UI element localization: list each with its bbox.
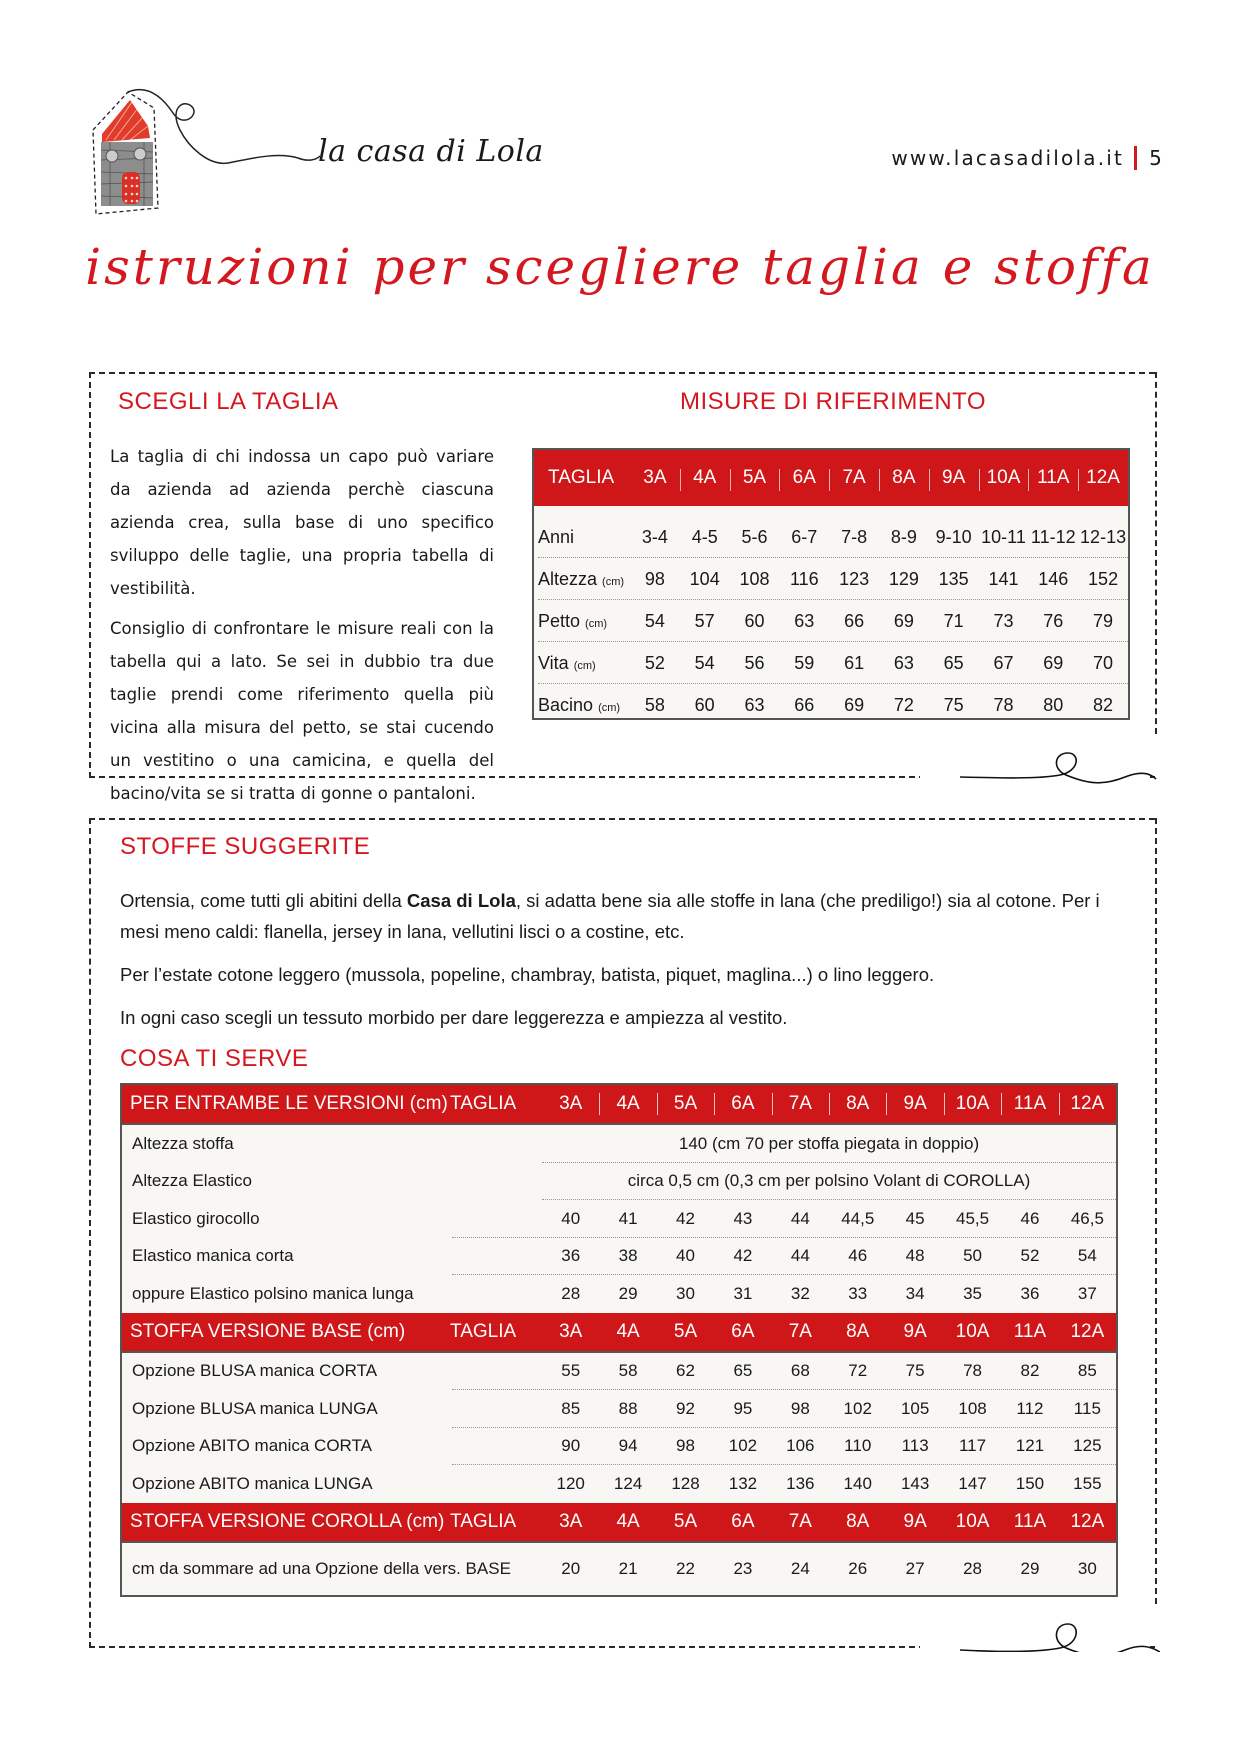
table-cell: 26 (848, 1558, 868, 1578)
table-cell: 45,5 (956, 1208, 990, 1228)
row-label: Anni (538, 526, 575, 547)
row-label: Altezza stoffa (132, 1133, 234, 1153)
table-cell: 155 (1073, 1473, 1102, 1493)
table-cell: 110 (844, 1436, 872, 1456)
row-label: Opzione BLUSA manica CORTA (132, 1361, 378, 1381)
thread-decoration-icon (920, 745, 1160, 805)
size-header: 9A (903, 1510, 927, 1532)
table-cell: 106 (786, 1436, 815, 1456)
table-cell: 6-7 (791, 526, 818, 547)
table-cell: 88 (618, 1398, 638, 1418)
table-cell: 65 (943, 652, 964, 673)
table-cell: 12-13 (1080, 526, 1127, 547)
taglia-header: TAGLIA (450, 1093, 517, 1114)
table-cell: 85 (561, 1398, 581, 1418)
row-label: Altezza (cm) (538, 568, 625, 589)
table-cell: 92 (676, 1398, 695, 1418)
table-cell: 32 (790, 1283, 810, 1303)
table-cell: 63 (893, 652, 914, 673)
size-header: 5A (657, 1093, 714, 1115)
table-cell: 21 (618, 1558, 638, 1578)
table-cell: 147 (958, 1473, 987, 1493)
table-cell: 23 (733, 1558, 753, 1578)
size-header: 7A (829, 467, 879, 489)
table-cell: 123 (839, 568, 870, 589)
row-label: Elastico manica corta (132, 1246, 294, 1266)
table-cell: 70 (1093, 652, 1114, 673)
group-title: PER ENTRAMBE LE VERSIONI (cm) (130, 1093, 448, 1114)
table-cell: 28 (561, 1283, 581, 1303)
table-cell: 135 (938, 568, 969, 589)
table-cell: 102 (843, 1398, 872, 1418)
table-cell: 31 (733, 1283, 753, 1303)
row-label: Opzione ABITO manica LUNGA (132, 1473, 373, 1493)
table-cell: 143 (900, 1473, 930, 1493)
table-cell: 20 (561, 1558, 581, 1578)
table-cell: 10-11 (981, 526, 1026, 547)
reference-table-row (534, 684, 1128, 726)
table-cell: 33 (848, 1283, 868, 1303)
table-cell: 82 (1020, 1361, 1040, 1381)
reference-table-body (534, 516, 1128, 726)
table-cell: 78 (963, 1361, 982, 1381)
taglia-header: TAGLIA (450, 1510, 517, 1532)
table-cell: 78 (993, 694, 1014, 715)
table-cell: 85 (1077, 1361, 1097, 1381)
thread-decoration-icon (920, 1592, 1160, 1652)
size-header: 9A (886, 1093, 943, 1115)
table-cell: 22 (676, 1558, 695, 1578)
table-cell: 29 (618, 1283, 638, 1303)
reference-table-row (534, 558, 1128, 600)
size-header: 10A (944, 1093, 1001, 1115)
table-cell: 42 (676, 1208, 695, 1228)
table-cell: 112 (1016, 1398, 1044, 1418)
table-cell: 36 (1020, 1283, 1040, 1303)
reference-table-row (534, 516, 1128, 558)
table-cell: 132 (728, 1473, 758, 1493)
table-cell: 27 (905, 1558, 925, 1578)
table-cell: 24 (790, 1558, 810, 1578)
table-cell: 98 (790, 1398, 810, 1418)
table-row (122, 1428, 1116, 1466)
table-row (122, 1275, 1116, 1313)
size-header: 8A (846, 1320, 870, 1342)
size-header: 3A (559, 1093, 583, 1114)
size-header: 4A (616, 1510, 640, 1532)
website-link[interactable]: www.lacasadilola.it (891, 146, 1125, 170)
table-cell: 54 (644, 610, 665, 631)
table-cell: 40 (676, 1246, 695, 1266)
table-cell: 94 (618, 1436, 638, 1456)
table-cell: 115 (1073, 1398, 1101, 1418)
table-cell: 34 (905, 1283, 925, 1303)
table-row (122, 1125, 1116, 1163)
table-cell: 11-12 (1030, 526, 1076, 547)
page-header-right (891, 146, 1164, 170)
table-cell: 75 (905, 1361, 925, 1381)
table-cell: 68 (790, 1361, 810, 1381)
table-cell: 60 (744, 610, 765, 631)
size-header: 10A (979, 467, 1029, 489)
unit-label: (cm) (573, 659, 596, 672)
table-cell: 75 (943, 694, 964, 715)
table-cell: 58 (644, 694, 665, 715)
table-cell: 56 (744, 652, 765, 673)
fabric-paragraph: Per l’estate cotone leggero (mussola, popeline, chambray, batista, piquet, maglina...) o lino leggero. (120, 964, 935, 985)
size-header: 5A (730, 467, 780, 489)
size-header: 6A (731, 1320, 755, 1342)
table-cell: 69 (893, 610, 914, 631)
row-label: Bacino (cm) (538, 694, 621, 715)
row-label: Altezza Elastico (132, 1171, 252, 1191)
table-row (122, 1238, 1116, 1276)
table-cell: 7-8 (841, 526, 868, 547)
table-cell: 116 (789, 568, 819, 589)
table-cell: 43 (733, 1208, 753, 1228)
table-cell: 124 (613, 1473, 643, 1493)
table-cell: 37 (1077, 1283, 1097, 1303)
fabric-paragraph: In ogni caso scegli un tessuto morbido per dare leggerezza e ampiezza al vestito. (120, 1007, 788, 1028)
fabric-section-text (120, 885, 1140, 1045)
table-cell: 57 (694, 610, 715, 631)
size-header: 5A (673, 1320, 698, 1342)
row-label: oppure Elastico polsino manica lunga (132, 1283, 414, 1303)
size-header: 12A (1070, 1320, 1105, 1342)
page-title: istruzioni per scegliere taglia e stoffa (85, 238, 1155, 296)
reference-table-header (534, 450, 1128, 506)
size-header: 6A (779, 467, 829, 489)
size-header: 5A (673, 1510, 698, 1532)
table-cell: 80 (1043, 694, 1064, 715)
table-cell: 46 (848, 1246, 868, 1266)
table-cell: 59 (794, 652, 815, 673)
unit-label: (cm) (602, 575, 625, 588)
table-cell: 3-4 (641, 526, 668, 547)
table-cell: 48 (905, 1246, 925, 1266)
table-cell: 136 (786, 1473, 815, 1493)
table-cell: 65 (733, 1361, 753, 1381)
table-cell: 71 (943, 610, 964, 631)
table-cell: 128 (671, 1473, 700, 1493)
row-label: Elastico girocollo (132, 1208, 260, 1228)
needs-section-heading: COSA TI SERVE (120, 1045, 309, 1072)
table-cell: 42 (733, 1246, 753, 1266)
group-title: STOFFA VERSIONE BASE (cm) (130, 1320, 406, 1342)
table-cell: 45 (905, 1208, 925, 1228)
reference-table-row (534, 600, 1128, 642)
size-header: 4A (599, 1093, 656, 1115)
size-header: 3A (559, 1320, 583, 1342)
table-cell: 30 (676, 1283, 695, 1303)
table-cell: 82 (1093, 694, 1114, 715)
size-header: 7A (772, 1093, 829, 1115)
spanning-cell: 140 (cm 70 per stoffa piegata in doppio) (678, 1133, 980, 1153)
table-cell: 28 (963, 1558, 982, 1578)
table-cell: 67 (993, 652, 1014, 673)
table-cell: 73 (993, 610, 1014, 631)
table-cell: 60 (694, 694, 715, 715)
spanning-cell: circa 0,5 cm (0,3 cm per polsino Volant di COROLLA) (627, 1171, 1031, 1191)
table-cell: 79 (1093, 610, 1114, 631)
size-header: 7A (788, 1320, 812, 1342)
table-cell: 38 (618, 1246, 638, 1266)
table-cell: 62 (676, 1361, 695, 1381)
size-header: 7A (788, 1510, 812, 1532)
size-header: 3A (643, 467, 667, 488)
table-cell: 8-9 (890, 526, 917, 547)
table-cell: 66 (844, 610, 865, 631)
size-header: 4A (680, 467, 730, 489)
size-header: 4A (616, 1320, 640, 1342)
table-cell: 41 (618, 1208, 638, 1228)
size-header: 6A (731, 1510, 755, 1532)
table-cell: 54 (1077, 1246, 1097, 1266)
row-label: Opzione BLUSA manica LUNGA (132, 1398, 378, 1418)
size-header: 11A (1028, 467, 1078, 489)
size-header: 9A (929, 467, 979, 489)
reference-table-heading: MISURE DI RIFERIMENTO (680, 388, 987, 415)
row-label: Vita (cm) (538, 652, 596, 673)
table-cell: 125 (1073, 1436, 1102, 1456)
table-cell: 120 (556, 1473, 585, 1493)
table-cell: 66 (794, 694, 815, 715)
table-cell: 63 (794, 610, 815, 631)
table-cell: 69 (1043, 652, 1064, 673)
size-header: 9A (903, 1320, 927, 1342)
table-row (122, 1465, 1116, 1503)
table-cell: 98 (644, 568, 665, 589)
table-cell: 4-5 (691, 526, 718, 547)
group-header (122, 1085, 1116, 1125)
unit-label: (cm) (585, 617, 608, 630)
size-header: 11A (1013, 1320, 1047, 1342)
table-cell: 140 (843, 1473, 872, 1493)
table-cell: 44 (790, 1208, 810, 1228)
brand-name: la casa di Lola (318, 134, 544, 169)
table-cell: 46 (1020, 1208, 1040, 1228)
row-label: cm da sommare ad una Opzione della vers. BASE (132, 1558, 511, 1578)
table-cell: 76 (1043, 610, 1064, 631)
size-header: 3A (559, 1510, 583, 1532)
table-cell: 72 (893, 694, 914, 715)
table-cell: 46,5 (1070, 1208, 1104, 1228)
table-row (122, 1543, 1116, 1595)
table-cell: 50 (963, 1246, 982, 1266)
table-cell: 9-10 (935, 526, 972, 547)
reference-measurements-table (532, 448, 1130, 720)
table-cell: 58 (618, 1361, 638, 1381)
unit-label: (cm) (598, 701, 621, 714)
table-cell: 104 (689, 568, 720, 589)
fabric-paragraph: Ortensia, come tutti gli abitini della Casa di Lola, si adatta bene sia alle stoffe in lana (che prediligo!) sia al cotone. Per i mesi meno caldi: flanella, jersey in lana, vellutini lisci o a costine, etc. (120, 890, 1100, 942)
materials-table (120, 1083, 1118, 1597)
group-header (122, 1313, 1116, 1353)
size-section-text (110, 440, 494, 817)
group-header (122, 1503, 1116, 1543)
table-cell: 52 (1020, 1246, 1040, 1266)
table-cell: 36 (561, 1246, 581, 1266)
table-cell: 108 (739, 568, 770, 589)
table-cell: 54 (694, 652, 715, 673)
table-cell: 90 (561, 1436, 581, 1456)
table-cell: 63 (744, 694, 765, 715)
table-cell: 52 (644, 652, 665, 673)
table-cell: 72 (848, 1361, 868, 1381)
table-cell: 117 (958, 1436, 987, 1456)
table-row (122, 1163, 1116, 1201)
table-cell: 5-6 (741, 526, 768, 547)
table-cell: 146 (1038, 568, 1069, 589)
reference-table-row (534, 642, 1128, 684)
size-header: 12A (1059, 1093, 1116, 1115)
table-cell: 98 (676, 1436, 695, 1456)
size-header: 12A (1070, 1510, 1105, 1532)
table-cell: 44 (790, 1246, 810, 1266)
size-header: 12A (1078, 467, 1128, 489)
table-cell: 35 (963, 1283, 982, 1303)
header-divider (1134, 146, 1137, 170)
fabric-section-heading: STOFFE SUGGERITE (120, 833, 371, 860)
size-paragraph: Consiglio di confrontare le misure reali con la tabella qui a lato. Se sei in dubbio tra due taglie prendi come riferimento quella più vicina alla misura del petto, se stai cucendo un vestitino o una camicina, e quella del bacino/vita se si tratta di gonne o pantaloni. (110, 619, 494, 803)
table-cell: 30 (1077, 1558, 1097, 1578)
size-header: 10A (955, 1510, 990, 1532)
size-header: 8A (829, 1093, 886, 1115)
group-title: STOFFA VERSIONE COROLLA (cm) (130, 1510, 445, 1532)
table-cell: 150 (1015, 1473, 1045, 1493)
table-cell: 29 (1020, 1558, 1040, 1578)
table-cell: 121 (1015, 1436, 1045, 1456)
table-cell: 113 (901, 1436, 929, 1456)
table-cell: 141 (988, 568, 1019, 589)
size-header: 11A (1001, 1093, 1058, 1115)
size-header: 11A (1013, 1510, 1047, 1532)
size-header: 8A (846, 1510, 870, 1532)
size-header: 8A (879, 467, 929, 489)
size-paragraph: La taglia di chi indossa un capo può variare da azienda ad azienda perchè ciascuna azienda crea, sulla base di uno specifico sviluppo delle taglie, una propria tabella di vestibilità. (110, 447, 494, 598)
table-cell: 55 (561, 1361, 581, 1381)
table-cell: 95 (733, 1398, 753, 1418)
table-row (122, 1200, 1116, 1238)
table-cell: 105 (900, 1398, 930, 1418)
table-cell: 61 (844, 652, 865, 673)
row-label: Petto (cm) (538, 610, 608, 631)
size-header: 10A (955, 1320, 990, 1342)
size-header: 6A (714, 1093, 771, 1115)
table-cell: 69 (844, 694, 865, 715)
table-cell: 40 (561, 1208, 581, 1228)
size-section-heading: SCEGLI LA TAGLIA (118, 388, 339, 415)
table-row (122, 1353, 1116, 1391)
taglia-header: TAGLIA (450, 1320, 517, 1342)
table-cell: 108 (958, 1398, 987, 1418)
taglia-header: TAGLIA (548, 467, 615, 488)
row-label: Opzione ABITO manica CORTA (132, 1436, 372, 1456)
page-number: 5 (1149, 146, 1164, 170)
brand-mention: Casa di Lola (406, 890, 516, 911)
table-row (122, 1390, 1116, 1428)
table-cell: 129 (888, 568, 919, 589)
table-cell: 102 (728, 1436, 758, 1456)
table-cell: 152 (1088, 568, 1119, 589)
table-cell: 44,5 (841, 1208, 875, 1228)
